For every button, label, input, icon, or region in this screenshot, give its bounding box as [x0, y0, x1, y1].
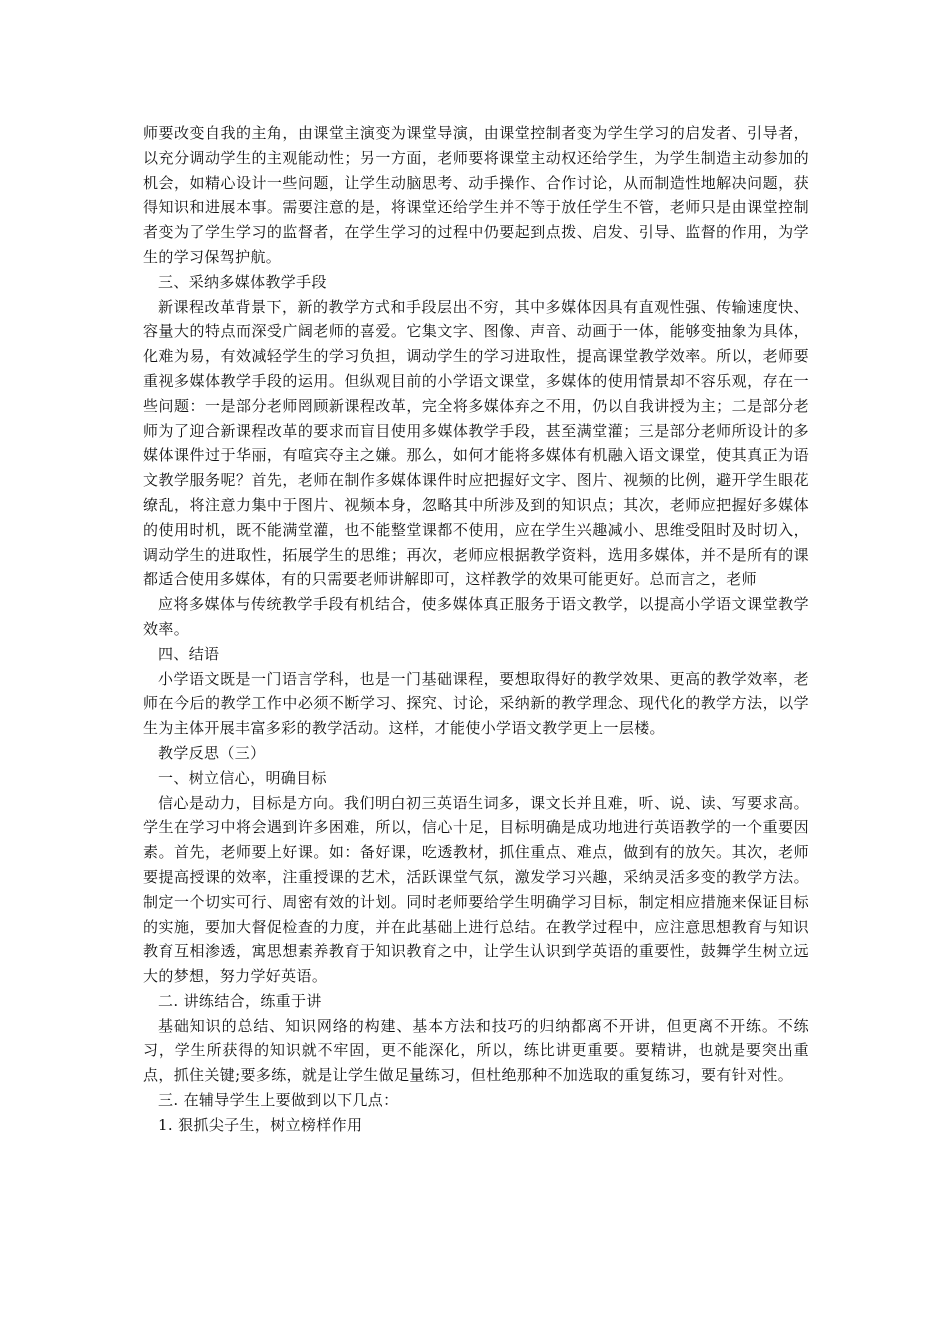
body-paragraph: 新课程改革背景下，新的教学方式和手段层出不穷，其中多媒体因具有直观性强、传输速度快、容量大的特点而深受广阔老师的喜爱。它集文字、图像、声音、动画于一体，能够变抽象为具体，化难为易，有效减轻学生的学习负担，调动学生的学习进取性，提高课堂教学效率。所以，老师要重视多媒体教学手段的运用。但纵观目前的小学语文课堂，多媒体的使用情景却不容乐观，存在一些问题：一是部分老师罔顾新课程改革，完全将多媒体弃之不用，仍以自我讲授为主；二是部分老师为了迎合新课程改革的要求而盲目使用多媒体教学手段，甚至满堂灌；三是部分老师所设计的多媒体课件过于华丽，有喧宾夺主之嫌。那么，如何才能将多媒体有机融入语文课堂，使其真正为语文教学服务呢？首先，老师在制作多媒体课件时应把握好文字、图片、视频的比例，避开学生眼花缭乱，将注意力集中于图片、视频本身，忽略其中所涉及到的知识点；其次，老师应把握好多媒体的使用时机，既不能满堂灌，也不能整堂课都不使用，应在学生兴趣减小、思维受阻时及时切入，调动学生的进取性，拓展学生的思维；再次，老师应根据教学资料，选用多媒体，并不是所有的课都适合使用多媒体，有的只需要老师讲解即可，这样教学的效果可能更好。总而言之，老师 — [143, 297, 809, 589]
section-heading: 四、结语 — [158, 644, 220, 663]
body-paragraph: 信心是动力，目标是方向。我们明白初三英语生词多，课文长并且难，听、说、读、写要求高。学生在学习中将会遇到许多困难，所以，信心十足，目标明确是成功地进行英语教学的一个重要因素。首先，老师要上好课。如：备好课，吃透教材，抓住重点、难点，做到有的放矢。其次，老师要提高授课的效率，注重授课的艺术，活跃课堂气氛，激发学习兴趣，采纳灵活多变的教学方法。制定一个切实可行、周密有效的计划。同时老师要给学生明确学习目标，制定相应措施来保证目标的实施，要加大督促检查的力度，并在此基础上进行总结。在教学过程中，应注意思想教育与知识教育互相渗透，寓思想素养教育于知识教育之中，让学生认识到学英语的重要性，鼓舞学生树立远大的梦想，努力学好英语。 — [143, 793, 809, 986]
list-item-heading: 1. 狠抓尖子生，树立榜样作用 — [158, 1115, 363, 1134]
section-heading: 一、树立信心，明确目标 — [158, 768, 327, 787]
body-paragraph: 基础知识的总结、知识网络的构建、基本方法和技巧的归纳都离不开讲，但更离不开练。不练习，学生所获得的知识就不牢固，更不能深化，所以，练比讲更重要。要精讲，也就是要突出重点，抓住关键;要多练，就是让学生做足量练习，但杜绝那种不加选取的重复练习，要有针对性。 — [143, 1016, 809, 1085]
body-paragraph: 小学语文既是一门语言学科，也是一门基础课程，要想取得好的教学效果、更高的教学效率，老师在今后的教学工作中必须不断学习、探究、讨论，采纳新的教学理念、现代化的教学方法，以学生为主体开展丰富多彩的教学活动。这样，才能使小学语文教学更上一层楼。 — [143, 669, 809, 738]
document-page — [143, 121, 809, 1138]
body-paragraph: 师要改变自我的主角，由课堂主演变为课堂导演，由课堂控制者变为学生学习的启发者、引导者，以充分调动学生的主观能动性；另一方面，老师要将课堂主动权还给学生，为学生制造主动参加的机会，如精心设计一些问题，让学生动脑思考、动手操作、合作讨论，从而制造性地解决问题，获得知识和进展本事。需要注意的是，将课堂还给学生并不等于放任学生不管，老师只是由课堂控制者变为了学生学习的监督者，在学生学习的过程中仍要起到点拨、启发、引导、监督的作用，为学生的学习保驾护航。 — [143, 124, 809, 266]
section-heading: 三. 在辅导学生上要做到以下几点： — [158, 1091, 399, 1110]
section-heading: 三、采纳多媒体教学手段 — [158, 272, 327, 291]
document-title: 教学反思（三） — [158, 743, 266, 762]
section-heading: 二. 讲练结合，练重于讲 — [158, 991, 322, 1010]
body-paragraph: 应将多媒体与传统教学手段有机结合，使多媒体真正服务于语文教学，以提高小学语文课堂教学效率。 — [143, 595, 809, 638]
